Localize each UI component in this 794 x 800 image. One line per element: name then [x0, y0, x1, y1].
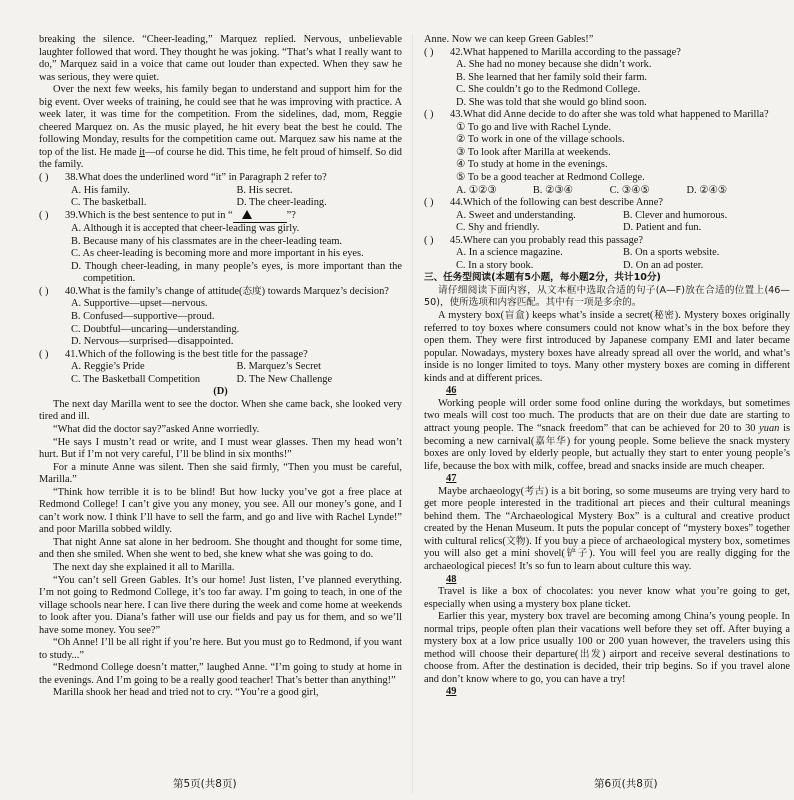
option-b[interactable]: B. Clever and humorous. — [623, 209, 728, 221]
option-c[interactable]: C. The basketball. — [71, 197, 147, 209]
option-a[interactable]: A. Although it is accepted that cheer-leading was girly. — [71, 223, 300, 235]
passage-d-paragraph: “Think how terrible it is to be blind! But how lucky you’ve got a free place at Redmond College! I can’t give you any money, you see. All our money’s gone, and I can’t work now. I think I’ll have to sell the farm, and go and live with Rachel Lynde!” and poor Marilla sobbed wildly. — [39, 486, 402, 536]
question-stem: What did Anne decide to do after she was told what happened to Marilla? — [463, 109, 769, 121]
option-d[interactable]: D. Patient and fun. — [623, 222, 702, 234]
statement-3: ③ To look after Marilla at weekends. — [456, 146, 611, 158]
option-b[interactable]: B. Marquez’s Secret — [236, 361, 322, 373]
option-c[interactable]: C. Doubtful—uncaring—understanding. — [71, 323, 240, 335]
option-d[interactable]: D. Though cheer-leading, in many people’s eyes, is more important than the competition. — [71, 260, 402, 285]
answer-bracket[interactable]: ( ) — [39, 348, 49, 360]
blank-49[interactable]: 49 — [446, 686, 457, 698]
answer-bracket[interactable]: ( ) — [424, 197, 434, 209]
question-45: ( ) 45.Where can you probably read this passage? A. In a science magazine. B. On a sports website. C. In a story book. D. On an ad poster. — [424, 235, 790, 273]
option-a[interactable]: A. Reggie’s Pride — [71, 361, 145, 373]
blank-46[interactable]: 46 — [446, 385, 457, 397]
option-d[interactable]: D. The New Challenge — [236, 373, 333, 385]
question-42: ( ) 42.What happened to Marilla according to the passage? A. She had no money because she didn’t work. B. She learned that her family sold their farm. C. She couldn’t go to the Redmond College. D. She was told that she would go blind soon. — [424, 47, 790, 110]
question-38: ( ) 38.What does the underlined word “it” in Paragraph 2 refer to? A. His family. B. His secret. C. The basketball. D. The cheer-leading. — [39, 172, 402, 210]
triangle-icon — [242, 210, 252, 219]
option-c[interactable]: C. As cheer-leading is becoming more and more important in his eyes. — [71, 248, 364, 260]
answer-bracket[interactable]: ( ) — [39, 172, 49, 184]
question-44: ( ) 44.Which of the following can best describe Anne? A. Sweet and understanding. B. Clever and humorous. C. Shy and friendly. D. Patient and fun. — [424, 197, 790, 235]
option-b[interactable]: B. On a sports website. — [623, 247, 720, 259]
option-b[interactable]: B. She learned that her family sold their farm. — [456, 71, 648, 83]
blank-47[interactable]: 47 — [446, 473, 457, 485]
left-column — [39, 34, 402, 700]
passage-c-paragraph: Over the next few weeks, his family began to understand and support him for the big event. Over weeks of training, he could see that he was improving with practice. A week later, it was time for the competition. From the sidelines, dad, mom, Reggie cheered Marquez on. As the music played, he hit every beat the best he could. The following Monday, results for the competition came out. Marquez saw his name at the top of the list. He made it—of course he did. This time, he felt proud of himself. So did the family. — [39, 84, 402, 171]
question-40: ( ) 40.What is the family’s change of attitude(态度) towards Marquez’s decision? A. Supportive—upset—nervous. B. Confused—supportive—proud. C. Doubtful—uncaring—understanding. D. Nervous—surprised—disappointed. — [39, 286, 402, 349]
option-a[interactable]: A. She had no money because she didn’t work. — [456, 59, 652, 71]
question-stem: Where can you probably read this passage? — [463, 234, 644, 246]
option-a[interactable]: A. Supportive—upset—nervous. — [71, 298, 208, 310]
section-3-title: 三、任务型阅读(本题有5小题，每小题2分，共计10分) — [424, 272, 661, 284]
passage-d-paragraph: That night Anne sat alone in her bedroom. She thought and thought for some time, and then she smiled. When she went to bed, she knew what she was going to do. — [39, 536, 402, 561]
passage-d-paragraph: Marilla shook her head and tried not to cry. “You’re a good girl, — [53, 687, 319, 699]
answer-bracket[interactable]: ( ) — [39, 209, 49, 221]
mystery-box-paragraph: Travel is like a box of chocolates: you never know what you’re going to get, especially when using a mystery box plane ticket. — [424, 586, 790, 610]
passage-d-paragraph: “What did the doctor say?”asked Anne worriedly. — [53, 423, 260, 435]
passage-d-paragraph: “Oh Anne! I’ll be all right if you’re here. But you must go to Redmond, if you want to study...” — [39, 637, 402, 661]
option-d[interactable]: D. The cheer-leading. — [236, 197, 327, 209]
column-divider — [412, 34, 413, 794]
answer-bracket[interactable]: ( ) — [39, 285, 49, 297]
question-stem: Which of the following is the best title for the passage? — [78, 348, 308, 360]
option-a[interactable]: A. Sweet and understanding. — [456, 209, 576, 221]
option-b[interactable]: B. ②③④ — [532, 184, 573, 196]
option-b[interactable]: B. His secret. — [236, 184, 293, 196]
option-c[interactable]: C. Shy and friendly. — [456, 222, 540, 234]
statement-5: ⑤ To be a good teacher at Redmond College. — [456, 172, 645, 184]
question-43: ( ) 43.What did Anne decide to do after she was told what happened to Marilla? ① To go and live with Rachel Lynde. ② To work in one of the village schools. ③ To look after Marilla at weekends. ④ To study at home in the evenings. ⑤ To be a good teacher at Redmond College. A. ①②③ B. ②③④ C. ③④⑤ D. ②④⑤ — [424, 109, 790, 197]
mystery-box-paragraph: Maybe archaeology(考古) is a bit boring, so some museums are trying very hard to get more people interested in the traditional art pieces and their cultural meanings behind them. The “Archaeological Mystery Box” is a cultural and creative product created by the Henan Museum. It puts the popular concept of “mystery boxes” together with cultural relics(文物). If you buy a piece of archaeological mystery box, sometimes you will also get a mini shovel(铲子). You will feel you are really digging for the archaeological pieces! It’s so fun to learn about culture this way. — [424, 485, 790, 572]
passage-d-paragraph: “He says I mustn’t read or write, and I must wear glasses. Then my head won’t hurt. But if I’m not very careful, I’ll be blind in six months!” — [39, 436, 402, 461]
mystery-box-paragraph: A mystery box(盲盒) keeps what’s inside a secret(秘密). Mystery boxes originally referred to toy boxes where consumers could not know what’s in the box before they open them. They were first introduced by Japanese company EMI and later became popular. Nowadays, mystery boxes have already spread all over the world, and what’s inside is no longer limited to toys. Many other mystery boxes are coming in different kinds and at different prices. — [424, 310, 791, 384]
passage-c-paragraph: breaking the silence. “Cheer-leading,” Marquez replied. Nervous, unbelievable laughter followed that word. They thought he was joking. “That’s what I really want to do,” Marquez said in a voice that came out louder than expected. When they saw he was serious, they were quiet. — [39, 34, 402, 83]
statement-4: ④ To study at home in the evenings. — [456, 159, 608, 171]
question-stem: Which of the following can best describe Anne? — [463, 197, 663, 209]
passage-d-paragraph: “You can’t sell Green Gables. It’s our home! Just listen, I’ve planned everything. I’m not going to Redmond College, it’s too far away. I’m going to teach, in one of the village schools near here. I can live there during the week and come home at weekends to look after you. Diana’s father will use our fields and pay us for them, and so we’ll have some money. You see?” — [39, 574, 402, 636]
option-c[interactable]: C. In a story book. — [456, 259, 534, 271]
passage-d-paragraph: The next day Marilla went to see the doctor. When she came back, she looked very tired and ill. — [39, 398, 402, 423]
passage-d-paragraph: For a minute Anne was silent. Then she said firmly, “Then you must be careful, Marilla.” — [39, 461, 402, 486]
blank-48[interactable]: 48 — [446, 573, 457, 585]
statement-2: ② To work in one of the village schools. — [456, 134, 625, 146]
passage-d-carry: Anne. Now we can keep Green Gables!” — [424, 34, 594, 45]
answer-bracket[interactable]: ( ) — [424, 109, 434, 121]
option-d[interactable]: D. She was told that she would go blind soon. — [456, 96, 647, 108]
option-c[interactable]: C. She couldn’t go to the Redmond College. — [456, 84, 641, 96]
section-3-instructions: 请仔细阅读下面内容，从文本框中选取合适的句子(A—F)放在合适的位置上(46—50)，使所选项和内容匹配。其中有一项是多余的。 — [424, 284, 790, 309]
passage-d-paragraph: “Redmond College doesn’t matter,” laughed Anne. “I’m going to study at home in the evenings. And I’m going to be a really good teacher! That’s better than anything!” — [39, 662, 402, 686]
statement-1: ① To go and live with Rachel Lynde. — [456, 121, 611, 133]
option-a[interactable]: A. His family. — [71, 184, 130, 196]
right-column — [424, 34, 790, 699]
page-number-left: 第5页(共8页) — [173, 778, 237, 790]
option-d[interactable]: D. Nervous—surprised—disappointed. — [71, 336, 234, 348]
option-d[interactable]: D. ②④⑤ — [686, 184, 728, 196]
underlined-word: it — [139, 146, 145, 158]
option-a[interactable]: A. ①②③ — [456, 184, 497, 196]
option-c[interactable]: C. The Basketball Competition — [71, 373, 201, 385]
option-b[interactable]: B. Confused—supportive—proud. — [71, 311, 215, 323]
question-stem: What happened to Marilla according to the passage? — [463, 46, 681, 58]
mystery-box-paragraph: Earlier this year, mystery box travel are becoming among China’s young people. In normal trips, people often plan their vacations well before they set off. After buying a mystery box at a low price usually 100 or 200 yuan however, the travelers using this method will choose their departure(出发) airport and receive several destinations to choose from. After the destination is decided, their trip begins. So if you travel alone and don’t know where to go, you can have a try! — [424, 611, 790, 685]
option-b[interactable]: B. Because many of his classmates are in the cheer-leading team. — [71, 235, 342, 247]
question-39: ( ) 39.Which is the best sentence to put in “ ”? A. Although it is accepted that cheer-leading was girly. B. Because many of his classmates are in the cheer-leading team. C. As cheer-leading is becoming more and more important in his eyes. D. Though cheer-leading, in many people’s eyes, is more important than the competition. — [39, 209, 402, 285]
passage-d-paragraph: The next day she explained it all to Marilla. — [53, 561, 235, 573]
mystery-box-paragraph: Working people will order some food online during the workdays, but sometimes two meals will cost too much. The products that are on their due date are starting to attract young people. The “snack freedom” that can be achieved for 20 to 30 yuan is becoming a new carnival(嘉年华) for young people. Some believe the snack mystery boxes are only loved by elderly people, but actually they start to enter young people’s life, because the box with milk, coffee, bread and snacks inside are much cheaper. — [424, 397, 791, 472]
triangle-blank — [233, 210, 287, 224]
answer-bracket[interactable]: ( ) — [424, 234, 434, 246]
passage-d-heading: (D) — [213, 386, 228, 398]
question-stem: Which is the best sentence to put in “ — [78, 209, 233, 221]
option-d[interactable]: D. On an ad poster. — [623, 259, 704, 271]
option-c[interactable]: C. ③④⑤ — [609, 184, 650, 196]
page-number-right: 第6页(共8页) — [594, 778, 658, 790]
question-41: ( ) 41.Which of the following is the best title for the passage? A. Reggie’s Pride B. Marquez’s Secret C. The Basketball Competition D. The New Challenge — [39, 349, 402, 387]
question-stem: What does the underlined word “it” in Paragraph 2 refer to? — [78, 172, 327, 184]
option-a[interactable]: A. In a science magazine. — [456, 247, 563, 259]
answer-bracket[interactable]: ( ) — [424, 46, 434, 58]
